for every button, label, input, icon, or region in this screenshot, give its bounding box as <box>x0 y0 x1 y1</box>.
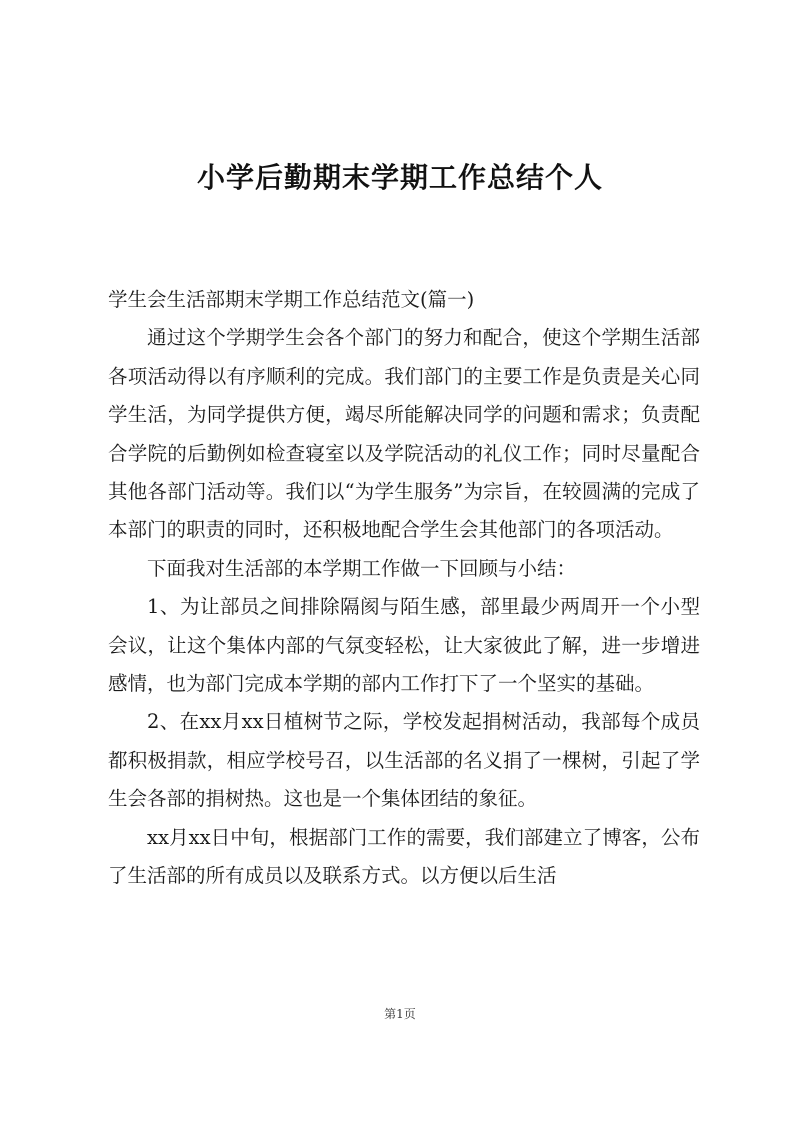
section-heading: 学生会生活部期末学期工作总结范文(篇一) <box>108 288 475 311</box>
paragraph-item-1: 1、为让部员之间排除隔阂与陌生感，部里最少两周开一个小型会议，让这个集体内部的气氛变轻松，让大家彼此了解，进一步增进感情，也为部门完成本学期的部内工作打下了一个坚实的基础。 <box>108 595 700 696</box>
paragraph-intro: 通过这个学期学生会各个部门的努力和配合，使这个学期生活部各项活动得以有序顺利的完成。我们部门的主要工作是负责是关心同学生活，为同学提供方便，竭尽所能解决同学的问题和需求；负责配合学院的后勤例如检查寝室以及学院活动的礼仪工作；同时尽量配合其他各部门活动等。我们以“为学生服务”为宗旨，在较圆满的完成了本部门的职责的同时，还积极地配合学生会其他部门的各项活动。 <box>108 326 700 542</box>
page-number: 第1页 <box>384 1007 416 1021</box>
document-body <box>108 281 700 896</box>
paragraph-item-2: 2、在xx月xx日植树节之际，学校发起捐树活动，我部每个成员都积极捐款，相应学校号召，以生活部的名义捐了一棵树，引起了学生会各部的捐树热。这也是一个集体团结的象征。 <box>108 710 700 811</box>
paragraph-blog: xx月xx日中旬，根据部门工作的需要，我们部建立了博客，公布了生活部的所有成员以及联系方式。以方便以后生活 <box>108 825 700 888</box>
paragraph-review-lead: 下面我对生活部的本学期工作做一下回顾与小结： <box>147 556 577 580</box>
document-title: 小学后勤期末学期工作总结个人 <box>196 161 603 194</box>
